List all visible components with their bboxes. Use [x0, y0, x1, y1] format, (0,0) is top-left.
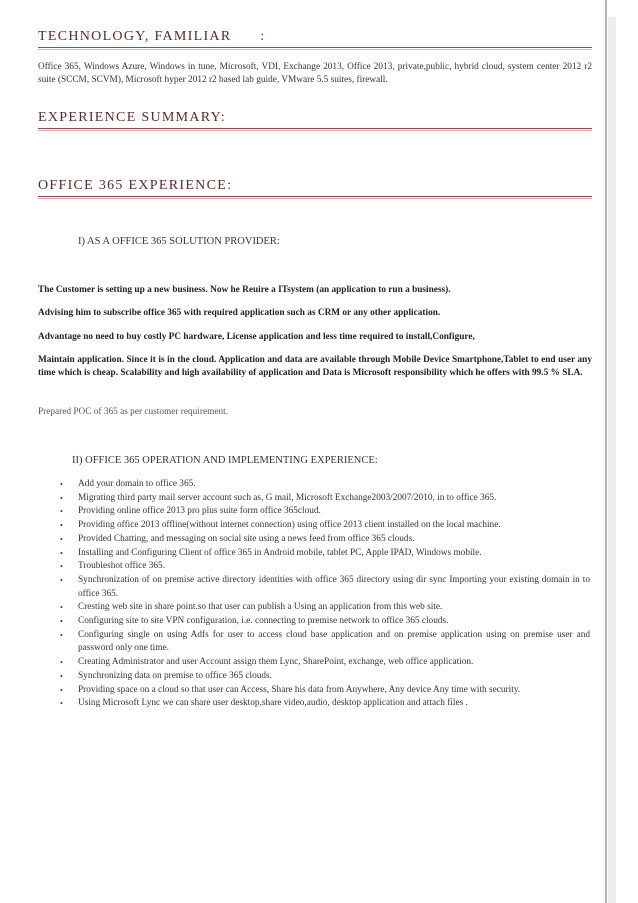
list-item: • Providing office 2013 offline(without internet connection) using office 2013 client installed on the local machine. [60, 519, 590, 533]
list-item: • Configuring single on using Adfs for user to access cloud base application and on premise application using on premise user and password only one time. [60, 629, 590, 656]
heading-rule [38, 47, 592, 50]
page-shadow [608, 17, 616, 903]
list-item: • Using Microsoft Lync we can share user desktop,share video,audio, desktop application and attach files . [60, 697, 590, 711]
poc-note: Prepared POC of 365 as per customer requirement. [38, 407, 229, 417]
paragraph: Maintain application. Since it is in the cloud. Application and data are available through Mobile Device Smartphone,Tablet to end user any time which is cheap. Scalability and high availability of application and Data is Microsoft responsibility which he offers with 99.5 % SLA. [38, 355, 592, 378]
technology-text: Office 365, Windows Azure, Windows in tune, Microsoft, VDI, Exchange 2013, Office 2013, private,public, hybrid cloud, system center 2012 r2 suite (SCCM, SCVM), Microsoft hyper 2012 r2 based lab guide, VMware 5.5 suites, firewall. [38, 62, 592, 85]
section2-heading: II) OFFICE 365 OPERATION AND IMPLEMENTING EXPERIENCE: [72, 455, 378, 466]
technology-heading: TECHNOLOGY, FAMILIAR : [38, 29, 266, 44]
list-item: • Add your domain to office 365. [60, 478, 590, 492]
list-item: • Configuring site to site VPN configuration, i.e. connecting to premise network to office 365 clouds. [60, 615, 590, 629]
list-item: • Troubleshot office 365. [60, 560, 590, 574]
heading-rule [38, 128, 592, 131]
list-item: • Provided Chatting, and messaging on social site using a news feed from office 365 clouds. [60, 533, 590, 547]
page-edge [605, 0, 607, 903]
paragraph: The Customer is setting up a new business. Now he Reuire a ITsystem (an application to run a business). [38, 285, 451, 295]
list-item: • Creating Administrator and user Account assign them Lync, SharePoint, exchange, web office application. [60, 656, 590, 670]
list-item: • Synchronizing data on premise to office 365 clouds. [60, 670, 590, 684]
paragraph: Advantage no need to buy costly PC hardware, License application and less time required to install,Configure, [38, 332, 475, 342]
heading-rule [38, 196, 592, 199]
list-item: • Migrating third party mail server account such as, G mail, Microsoft Exchange2003/2007/2010, in to office 365. [60, 492, 590, 506]
list-item: • Installing and Configuring Client of office 365 in Android mobile, tablet PC, Apple IPAD, Windows mobile. [60, 547, 590, 561]
office365-heading: OFFICE 365 EXPERIENCE: [38, 178, 233, 193]
list-item: • Providing space on a cloud so that user can Access, Share his data from Anywhere, Any device Any time with security. [60, 684, 590, 698]
paragraph: Advising him to subscribe office 365 with required application such as CRM or any other application. [38, 308, 441, 318]
section1-heading: I) AS A OFFICE 365 SOLUTION PROVIDER: [78, 236, 280, 247]
list-item: • Providing online office 2013 pro plus suite form office 365cloud. [60, 505, 590, 519]
experience-bullet-list [60, 478, 590, 711]
list-item: • Synchronization of on premise active directory identities with office 365 directory using dir sync Importing your existing domain in to office 365. [60, 574, 590, 601]
experience-summary-heading: EXPERIENCE SUMMARY: [38, 110, 226, 125]
list-item: • Cresting web site in share point.so that user can publish a Using an application from this web site. [60, 601, 590, 615]
